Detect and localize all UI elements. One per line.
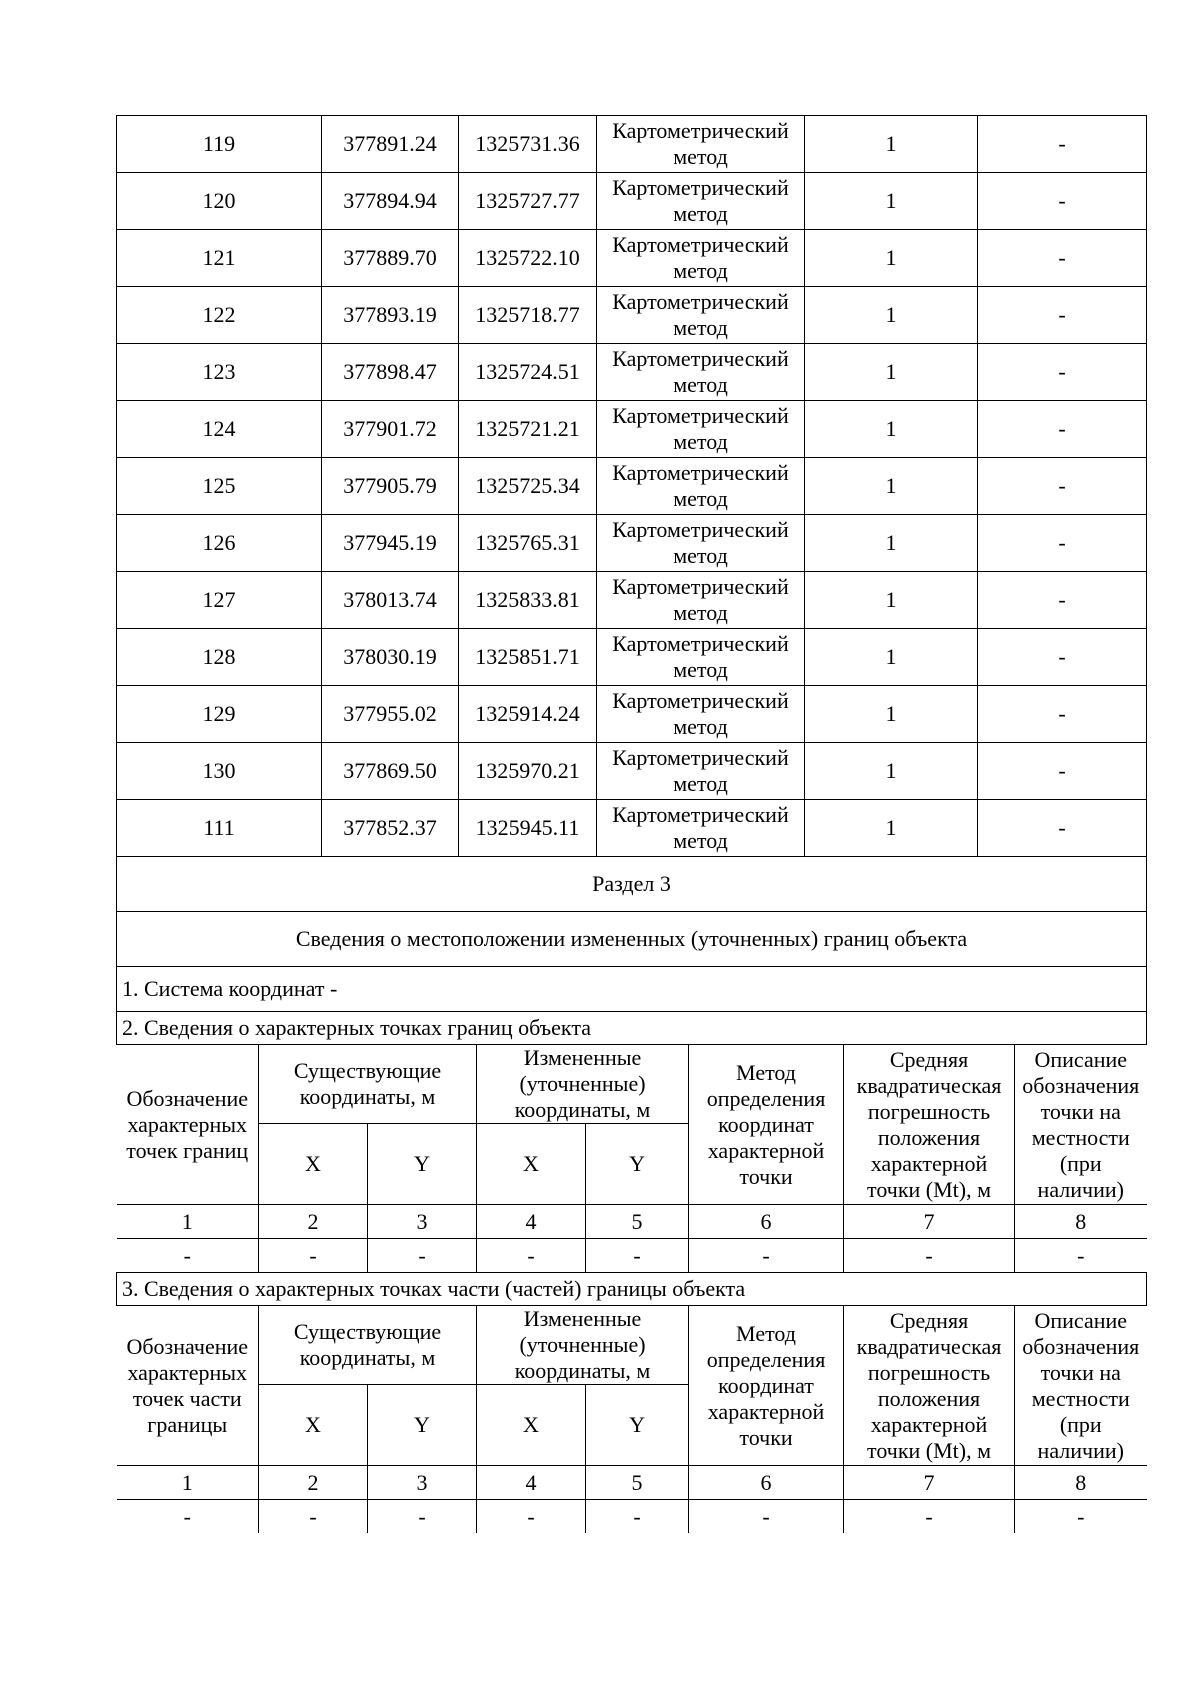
y-coordinate-cell: 1325851.71	[459, 629, 597, 686]
header-existing-coordinates: Существующие координаты, м	[259, 1306, 477, 1385]
column-number: 3	[368, 1466, 477, 1500]
point-number-cell: 123	[117, 344, 322, 401]
column-number: 6	[689, 1205, 844, 1239]
empty-cell: -	[117, 1239, 259, 1273]
empty-cell: -	[844, 1500, 1015, 1534]
x-coordinate-cell: 377889.70	[322, 230, 459, 287]
column-number: 6	[689, 1466, 844, 1500]
section-subtitle: Сведения о местоположении измененных (уточненных) границ объекта	[117, 912, 1147, 967]
accuracy-cell: 1	[805, 572, 978, 629]
header-method: Метод определения координат характерной точки	[689, 1306, 844, 1466]
header-changed-x: X	[477, 1124, 586, 1205]
parts-table-cell	[117, 1306, 1147, 1534]
description-cell: -	[978, 572, 1147, 629]
coordinate-row	[117, 800, 1147, 857]
points-heading: 2. Сведения о характерных точках границ объекта	[117, 1012, 1147, 1045]
x-coordinate-cell: 377893.19	[322, 287, 459, 344]
coordinate-row	[117, 686, 1147, 743]
y-coordinate-cell: 1325727.77	[459, 173, 597, 230]
accuracy-cell: 1	[805, 401, 978, 458]
y-coordinate-cell: 1325724.51	[459, 344, 597, 401]
method-cell: Картометрический метод	[597, 800, 805, 857]
description-cell: -	[978, 344, 1147, 401]
coordinate-row	[117, 629, 1147, 686]
empty-data-row	[117, 1239, 1147, 1273]
empty-cell: -	[1015, 1500, 1147, 1534]
x-coordinate-cell: 377852.37	[322, 800, 459, 857]
header-existing-y: Y	[368, 1385, 477, 1466]
point-number-cell: 121	[117, 230, 322, 287]
method-cell: Картометрический метод	[597, 572, 805, 629]
method-cell: Картометрический метод	[597, 173, 805, 230]
x-coordinate-cell: 378030.19	[322, 629, 459, 686]
y-coordinate-cell: 1325914.24	[459, 686, 597, 743]
empty-cell: -	[477, 1500, 586, 1534]
description-cell: -	[978, 629, 1147, 686]
description-cell: -	[978, 401, 1147, 458]
point-number-cell: 130	[117, 743, 322, 800]
header-existing-y: Y	[368, 1124, 477, 1205]
y-coordinate-cell: 1325970.21	[459, 743, 597, 800]
coordinate-row	[117, 344, 1147, 401]
header-changed-x: X	[477, 1385, 586, 1466]
empty-data-row	[117, 1500, 1147, 1534]
accuracy-cell: 1	[805, 686, 978, 743]
empty-cell: -	[586, 1239, 689, 1273]
empty-cell: -	[477, 1239, 586, 1273]
column-number: 4	[477, 1205, 586, 1239]
empty-cell: -	[368, 1239, 477, 1273]
column-number: 5	[586, 1205, 689, 1239]
accuracy-cell: 1	[805, 515, 978, 572]
empty-cell: -	[259, 1239, 368, 1273]
column-number: 8	[1015, 1466, 1147, 1500]
point-number-cell: 111	[117, 800, 322, 857]
accuracy-cell: 1	[805, 116, 978, 173]
column-number: 4	[477, 1466, 586, 1500]
y-coordinate-cell: 1325721.21	[459, 401, 597, 458]
column-number: 2	[259, 1205, 368, 1239]
x-coordinate-cell: 377894.94	[322, 173, 459, 230]
x-coordinate-cell: 377905.79	[322, 458, 459, 515]
section-title: Раздел 3	[117, 857, 1147, 912]
y-coordinate-cell: 1325722.10	[459, 230, 597, 287]
header-changed-coordinates: Измененные (уточненные) координаты, м	[477, 1306, 689, 1385]
coordinate-row	[117, 515, 1147, 572]
method-cell: Картометрический метод	[597, 116, 805, 173]
accuracy-cell: 1	[805, 743, 978, 800]
accuracy-cell: 1	[805, 287, 978, 344]
empty-cell: -	[368, 1500, 477, 1534]
point-number-cell: 120	[117, 173, 322, 230]
column-number: 8	[1015, 1205, 1147, 1239]
coordinate-row	[117, 401, 1147, 458]
x-coordinate-cell: 377869.50	[322, 743, 459, 800]
coordinate-row	[117, 743, 1147, 800]
accuracy-cell: 1	[805, 230, 978, 287]
column-number: 2	[259, 1466, 368, 1500]
header-existing-coordinates: Существующие координаты, м	[259, 1045, 477, 1124]
header-method: Метод определения координат характерной точки	[689, 1045, 844, 1205]
column-number: 1	[117, 1205, 259, 1239]
description-cell: -	[978, 743, 1147, 800]
description-cell: -	[978, 116, 1147, 173]
header-accuracy: Средняя квадратическая погрешность положения характерной точки (Mt), м	[844, 1045, 1015, 1205]
points-table	[117, 1045, 1147, 1272]
y-coordinate-cell: 1325725.34	[459, 458, 597, 515]
method-cell: Картометрический метод	[597, 344, 805, 401]
method-cell: Картометрический метод	[597, 458, 805, 515]
method-cell: Картометрический метод	[597, 401, 805, 458]
header-description: Описание обозначения точки на местности (при наличии)	[1015, 1306, 1147, 1466]
point-number-cell: 127	[117, 572, 322, 629]
description-cell: -	[978, 230, 1147, 287]
point-number-cell: 125	[117, 458, 322, 515]
description-cell: -	[978, 173, 1147, 230]
empty-cell: -	[259, 1500, 368, 1534]
description-cell: -	[978, 287, 1147, 344]
point-number-cell: 126	[117, 515, 322, 572]
header-accuracy: Средняя квадратическая погрешность положения характерной точки (Mt), м	[844, 1306, 1015, 1466]
header-changed-y: Y	[586, 1385, 689, 1466]
coordinate-row	[117, 458, 1147, 515]
method-cell: Картометрический метод	[597, 686, 805, 743]
x-coordinate-cell: 377891.24	[322, 116, 459, 173]
header-point-designation: Обозначение характерных точек границ	[117, 1045, 259, 1205]
empty-cell: -	[117, 1500, 259, 1534]
header-description: Описание обозначения точки на местности (при наличии)	[1015, 1045, 1147, 1205]
coordinate-row	[117, 116, 1147, 173]
description-cell: -	[978, 686, 1147, 743]
column-number: 5	[586, 1466, 689, 1500]
y-coordinate-cell: 1325945.11	[459, 800, 597, 857]
header-changed-y: Y	[586, 1124, 689, 1205]
coordinate-row	[117, 173, 1147, 230]
point-number-cell: 119	[117, 116, 322, 173]
column-number: 7	[844, 1205, 1015, 1239]
parts-heading: 3. Сведения о характерных точках части (частей) границы объекта	[117, 1273, 1147, 1306]
empty-cell: -	[844, 1239, 1015, 1273]
coordinates-body	[117, 116, 1147, 857]
x-coordinate-cell: 377898.47	[322, 344, 459, 401]
empty-cell: -	[1015, 1239, 1147, 1273]
point-number-cell: 124	[117, 401, 322, 458]
points-table-cell	[117, 1045, 1147, 1273]
section3-body	[117, 857, 1147, 1534]
accuracy-cell: 1	[805, 629, 978, 686]
y-coordinate-cell: 1325718.77	[459, 287, 597, 344]
y-coordinate-cell: 1325765.31	[459, 515, 597, 572]
accuracy-cell: 1	[805, 458, 978, 515]
method-cell: Картометрический метод	[597, 629, 805, 686]
point-number-cell: 128	[117, 629, 322, 686]
x-coordinate-cell: 377955.02	[322, 686, 459, 743]
column-number: 1	[117, 1466, 259, 1500]
description-cell: -	[978, 800, 1147, 857]
method-cell: Картометрический метод	[597, 515, 805, 572]
coordinate-system: 1. Система координат -	[117, 967, 1147, 1012]
x-coordinate-cell: 377945.19	[322, 515, 459, 572]
empty-cell: -	[586, 1500, 689, 1534]
column-number-row	[117, 1205, 1147, 1239]
accuracy-cell: 1	[805, 173, 978, 230]
column-number-row	[117, 1466, 1147, 1500]
header-existing-x: X	[259, 1385, 368, 1466]
coordinate-row	[117, 572, 1147, 629]
empty-cell: -	[689, 1239, 844, 1273]
empty-cell: -	[689, 1500, 844, 1534]
column-number: 3	[368, 1205, 477, 1239]
column-number: 7	[844, 1466, 1015, 1500]
coordinate-row	[117, 230, 1147, 287]
x-coordinate-cell: 378013.74	[322, 572, 459, 629]
document-table	[116, 115, 1147, 1533]
y-coordinate-cell: 1325731.36	[459, 116, 597, 173]
description-cell: -	[978, 515, 1147, 572]
method-cell: Картометрический метод	[597, 743, 805, 800]
point-number-cell: 129	[117, 686, 322, 743]
header-existing-x: X	[259, 1124, 368, 1205]
description-cell: -	[978, 458, 1147, 515]
method-cell: Картометрический метод	[597, 287, 805, 344]
accuracy-cell: 1	[805, 344, 978, 401]
method-cell: Картометрический метод	[597, 230, 805, 287]
accuracy-cell: 1	[805, 800, 978, 857]
header-changed-coordinates: Измененные (уточненные) координаты, м	[477, 1045, 689, 1124]
y-coordinate-cell: 1325833.81	[459, 572, 597, 629]
header-part-point-designation: Обозначение характерных точек части границы	[117, 1306, 259, 1466]
x-coordinate-cell: 377901.72	[322, 401, 459, 458]
coordinate-row	[117, 287, 1147, 344]
point-number-cell: 122	[117, 287, 322, 344]
parts-table	[117, 1306, 1147, 1533]
